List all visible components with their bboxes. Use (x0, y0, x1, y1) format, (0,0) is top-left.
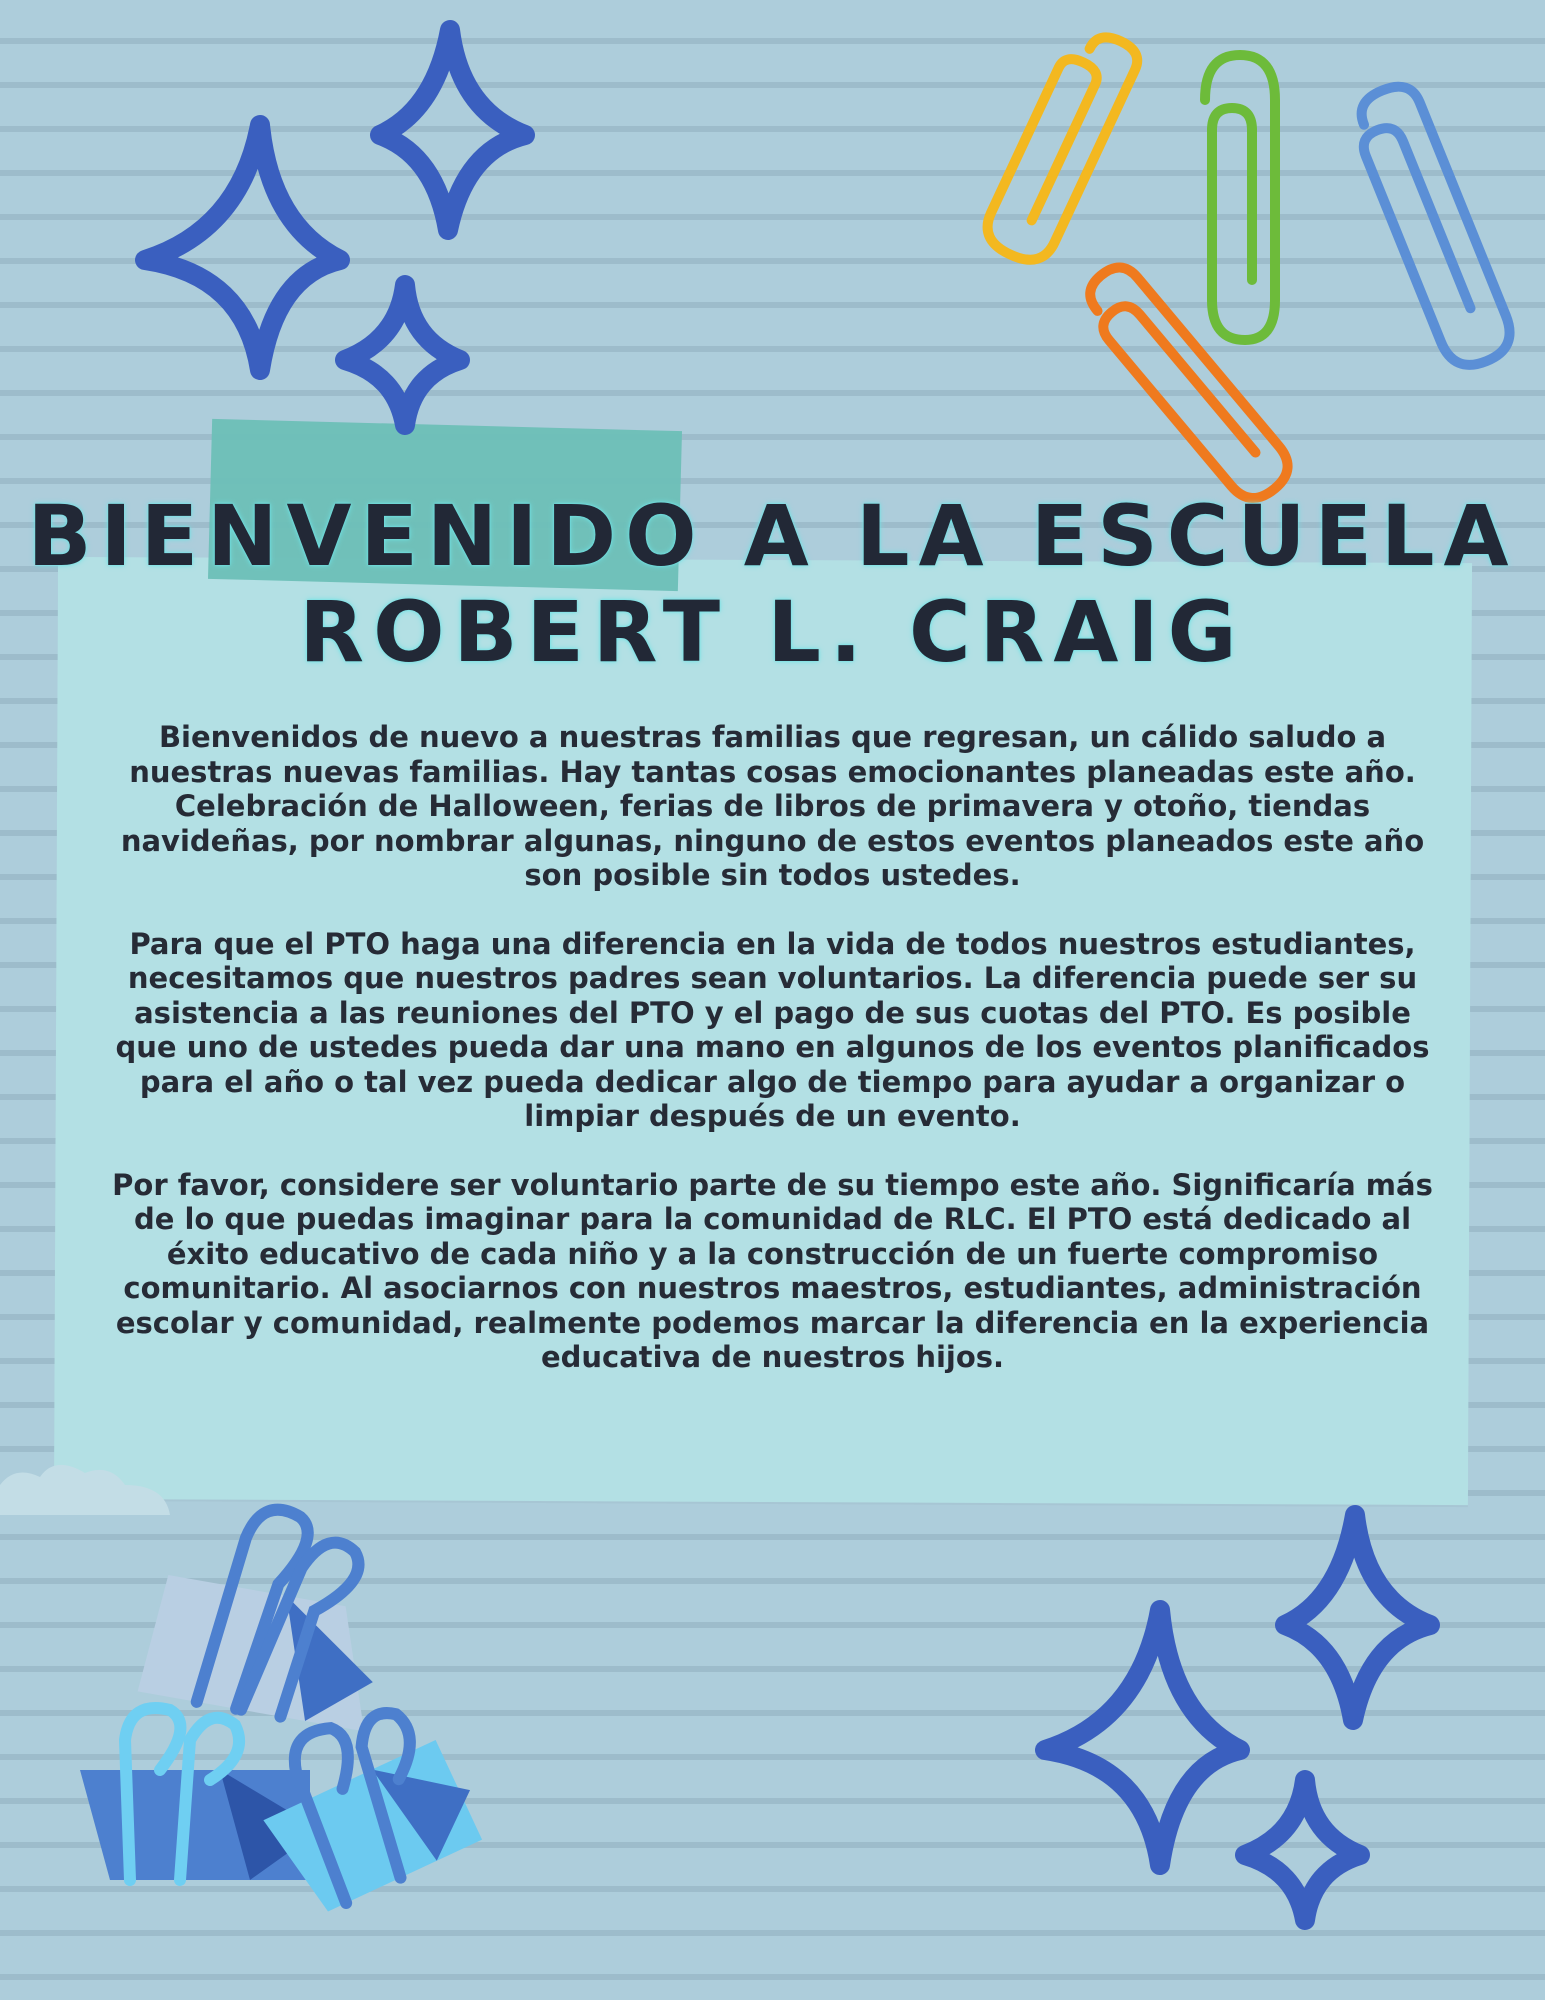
paperclip-icon (979, 22, 1144, 269)
paragraph-welcome: Bienvenidos de nuevo a nuestras familias que regresan, un cálido saludo a nuestras nuevas familias. Hay tantas cosas emocionantes planeadas este año. Celebración de Halloween, ferias de libros de primavera y otoño, tiendas navideñas, por nombrar algunas, ninguno de estos eventos planeados este año son posible sin todos ustedes. (120, 720, 1425, 892)
paperclip-icon (1345, 79, 1519, 374)
paperclips-top-right (960, 10, 1520, 530)
sparkle-icon (345, 285, 460, 425)
paperclip-icon (1074, 258, 1298, 509)
sparkle-icon (1245, 1780, 1360, 1920)
paragraph-call-to-action: Por favor, considere ser voluntario parte de su tiempo este año. Significaría más de lo que puedas imaginar para la comunidad de RLC. El PTO está dedicado al éxito educativo de cada niño y a la construcción de un fuerte compromiso comunitario. Al asociarnos con nuestros maestros, estudiantes, administración escolar y comunidad, realmente podemos marcar la diferencia en la experiencia educativa de nuestros hijos. (112, 1167, 1433, 1374)
sparkle-icon (1045, 1610, 1240, 1865)
sparkles-bottom-right (1020, 1500, 1480, 1940)
binder-clip-icon (80, 1708, 320, 1880)
page-title-line2: ROBERT L. CRAIG (299, 583, 1246, 681)
page-title-line1: BIENVENIDO A LA ESCUELA (27, 487, 1518, 585)
sparkle-icon (1285, 1515, 1430, 1720)
sparkle-icon (380, 30, 525, 230)
sparkles-top-left (120, 15, 560, 445)
binder-clip-icon (138, 1491, 400, 1732)
paperclip-icon (1205, 55, 1275, 340)
paragraph-volunteer-need: Para que el PTO haga una diferencia en la vida de todos nuestros estudiantes, necesitamos que nuestros padres sean voluntarios. La diferencia puede ser su asistencia a las reuniones del PTO y el pago de sus cuotas del PTO. Es posible que uno de ustedes pueda dar una mano en algunos de los eventos planificados para el año o tal vez pueda dedicar algo de tiempo para ayudar a organizar o limpiar después de un evento. (115, 926, 1430, 1133)
sparkle-icon (145, 125, 340, 370)
binder-clips-bottom-left (80, 1480, 560, 1950)
body-text (100, 720, 1445, 1409)
